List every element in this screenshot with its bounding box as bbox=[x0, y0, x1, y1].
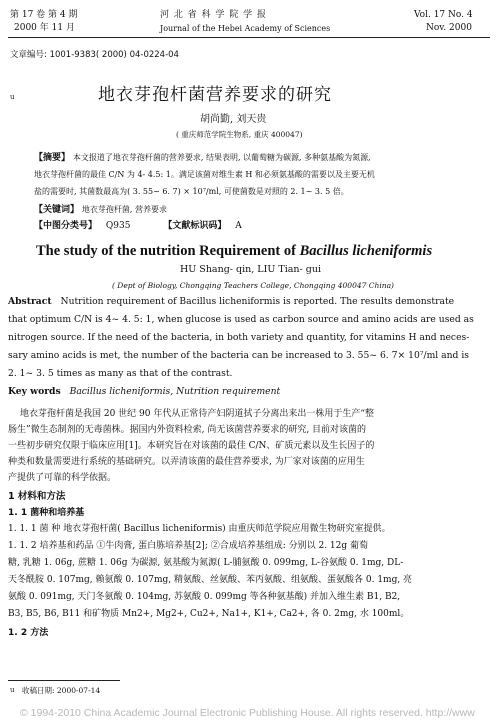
title-cn: 地衣芽孢杆菌营养要求的研究 bbox=[98, 85, 332, 105]
item-1-1-2-line-2: 糖, 乳糖 1. 06g, 蔗糖 1. 06g 为碳源, 氨基酸为氮源( L-脯氨酸 0. 099mg, L-谷氨酸 0. 1mg, DL- bbox=[8, 558, 404, 568]
classification-value: Q935 bbox=[105, 221, 131, 231]
keywords-cn bbox=[34, 204, 167, 216]
item-1-1-2-line-1: 1. 1. 2 培养基和药品 ①牛肉膏, 蛋白胨培养基[2]; ②合成培养基组成: 分别以 2. 12g 葡萄 bbox=[8, 541, 368, 551]
affiliation-en: ( Dept of Biology, Chongqing Teachers College, Chongqing 400047 China) bbox=[112, 281, 394, 290]
classification-label: 【中图分类号】 bbox=[34, 221, 98, 231]
abstract-cn-line1 bbox=[34, 152, 371, 164]
article-number: 文章编号: 1001-9383( 2000) 04-0224-04 bbox=[10, 50, 179, 60]
volume-issue-cn: 第 17 卷 第 4 期 bbox=[10, 10, 78, 20]
intro-line-4: 种类和数量需要进行系统的基础研究。以弄清该菌的最佳营养要求, 为厂家对该菌的应用生 bbox=[8, 457, 365, 467]
title-en bbox=[36, 243, 432, 260]
keywords-en-label: Key words bbox=[8, 386, 61, 397]
doc-code-value: A bbox=[235, 221, 242, 231]
abstract-en-text-5: 2. 1~ 3. 5 times as many as that of the contrast. bbox=[8, 368, 233, 379]
authors-en: HU Shang- qin, LIU Tian- gui bbox=[180, 264, 322, 275]
volume-issue-en: Vol. 17 No. 4 bbox=[414, 10, 473, 20]
abstract-en-text-3: nitrogen source. If the need of the bacteria, in both variety and quantity, for vitamins H and neces- bbox=[8, 332, 470, 343]
abstract-en-text-1: Nutrition requirement of Bacillus licheniformis is reported. The results demonstrate bbox=[60, 296, 455, 307]
copyright-watermark: © 1994-2010 China Academic Journal Electronic Publishing House. All rights reserved. http://www bbox=[20, 707, 475, 719]
journal-name-en: Journal of the Hebei Academy of Sciences bbox=[160, 24, 331, 33]
affiliation-cn: ( 重庆师范学院生物系, 重庆 400047) bbox=[176, 130, 303, 139]
keywords-cn-label: 【关键词】 bbox=[34, 205, 80, 215]
title-en-main: The study of the nutrition Requirement of bbox=[36, 243, 300, 259]
section-heading-1: 1 材料和方法 bbox=[8, 491, 66, 502]
item-1-1-2-line-3: 天冬酰胺 0. 107mg, 赖氨酸 0. 107mg, 精氨酸、丝氨酸、苯丙氨酸、组氨酸、蛋氨酸各 0. 1mg, 亮 bbox=[8, 575, 413, 585]
date-en: Nov. 2000 bbox=[426, 23, 472, 33]
footnote-rule bbox=[8, 680, 120, 681]
intro-line-3: 一些初步研究仅限于临床应用[1]。本研究旨在对该菌的最佳 C/N、矿质元素以及生长因子的 bbox=[8, 441, 375, 451]
date-cn: 2000 年 11 月 bbox=[14, 23, 75, 33]
abstract-cn-label: 【摘要】 bbox=[34, 153, 71, 163]
abstract-cn-text-1: 本文报道了地衣芽孢杆菌的营养要求, 结果表明, 以葡萄糖为碳源, 多种氨基酸为氮源, bbox=[72, 153, 371, 162]
item-1-1-2-line-4: 氨酸 0. 091mg, 天门冬氨酸 0. 104mg, 苏氨酸 0. 099mg 等各种氨基酸) 并加入维生素 B1, B2, bbox=[8, 592, 401, 602]
item-1-1-2-line-5: B3, B5, B6, B11 和矿物质 Mn2+, Mg2+, Cu2+, Na1+, K1+, Ca2+, 各 0. 2mg, 水 100ml。 bbox=[8, 609, 410, 619]
keywords-en-text: Bacillus licheniformis, Nutrition requirement bbox=[69, 386, 281, 397]
header-rule bbox=[8, 37, 490, 38]
footnote-mark: u bbox=[10, 686, 15, 694]
abstract-en-text-2: that optimum C/N is 4~ 4. 5: 1, when glucose is used as carbon source and amino acids are used as bbox=[8, 314, 474, 325]
keywords-cn-text: 地衣芽孢杆菌, 营养要求 bbox=[81, 205, 167, 214]
section-heading-1-1: 1. 1 菌种和培养基 bbox=[8, 508, 85, 518]
intro-line-2: 肠生”微生态制剂的无毒菌株。据国内外资料检索, 尚无该菌营养要求的研究, 目前对该菌的 bbox=[8, 425, 367, 435]
received-date: 收稿日期: 2000-07-14 bbox=[22, 686, 101, 695]
authors-cn: 胡尚勤, 刘天贵 bbox=[200, 114, 267, 125]
intro-line-1: 地衣芽孢杆菌是我国 20 世纪 90 年代从正常待产妇阴道拭子分离出来出一株用于生产“整 bbox=[20, 409, 374, 419]
keywords-en bbox=[8, 386, 280, 397]
abstract-en-line-1 bbox=[8, 296, 454, 307]
doc-code-label: 【文献标识码】 bbox=[163, 221, 227, 231]
abstract-en-text-4: sary amino acids is met, the number of the bacteria can be increased to 3. 55~ 6. 7× 10⁷/ml and is bbox=[8, 350, 469, 361]
classification-row bbox=[34, 220, 242, 232]
journal-name-cn: 河 北 省 科 学 院 学 报 bbox=[160, 10, 268, 20]
item-1-1-1: 1. 1. 1 菌 种 地衣芽孢杆菌( Bacillus licheniformis) 由重庆师范学院应用微生物研究室提供。 bbox=[8, 524, 391, 534]
title-en-species: Bacillus licheniformis bbox=[299, 243, 433, 259]
section-heading-1-2: 1. 2 方法 bbox=[8, 628, 49, 638]
abstract-en-label: Abstract bbox=[8, 296, 52, 307]
side-mark: u bbox=[10, 93, 15, 101]
intro-line-5: 产提供了可靠的科学依据。 bbox=[8, 473, 117, 483]
abstract-cn-text-3: 盐的需要时, 其菌数最高为( 3. 55~ 6. 7) × 10⁷/ml, 可使菌数是对照的 2. 1~ 3. 5 倍。 bbox=[34, 187, 349, 196]
abstract-cn-text-2: 地衣芽孢杆菌的最佳 C/N 为 4- 4.5: 1。满足该菌对维生素 H 和必须氨基酸的需要以及主要无机 bbox=[34, 170, 375, 179]
